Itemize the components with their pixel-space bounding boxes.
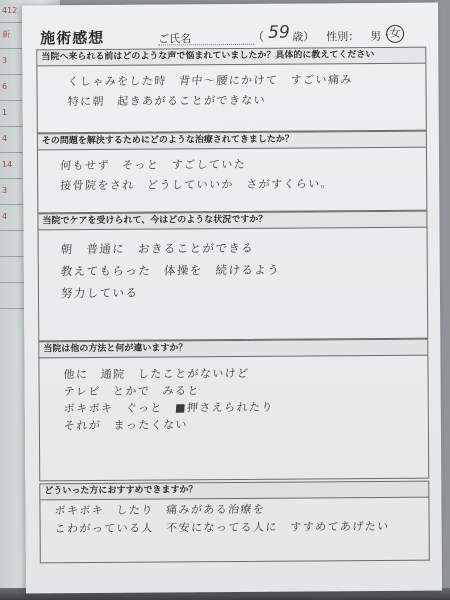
question-text: 当院でケアを受けられて、今はどのような状況ですか？ (38, 212, 426, 231)
question-text: その問題を解決するためにどのような治療されてきましたか？ (38, 132, 426, 151)
handwritten-answer-line: こわがっている人 不安になってる人に すすめてあげたい (54, 519, 390, 536)
question-section-4 (38, 339, 429, 482)
question-text: どういった方におすすめできますか？ (40, 482, 428, 501)
question-section-1 (36, 47, 427, 134)
background-sheet-text: 14 (2, 160, 13, 169)
sex-option-male: 男 (370, 29, 382, 44)
background-sheet-text: 1 (2, 108, 8, 117)
handwritten-answer-line: それが まったくない (63, 418, 189, 433)
age-unit: 歳） (292, 30, 315, 44)
question-section-5 (39, 481, 430, 564)
form-title: 施術感想 (40, 28, 105, 48)
age-value: 59 (268, 22, 290, 43)
handwritten-answer-line: 接骨院をされ どうしていいか さがすくらい。 (59, 177, 334, 193)
answer-area (39, 356, 428, 435)
question-section-2 (37, 131, 428, 214)
handwritten-answer-line: ボキボキ したり 痛みがある治療を (54, 502, 266, 518)
answer-area (37, 64, 425, 113)
background-sheet-text: 412 (2, 6, 18, 15)
question-text: 当院へ来られる前はどのような声で悩まれていましたか？具体的に教えてください (37, 48, 425, 67)
sex-separator: ・ (381, 28, 393, 42)
handwritten-answer-line: ボキボキ ぐっと ■押さえられたり (63, 400, 275, 416)
background-sheet-text: 4 (2, 212, 8, 221)
sex-label: 性別： (326, 30, 360, 44)
feedback-form-sheet (22, 3, 442, 594)
background-sheet-text: 4 (2, 134, 8, 143)
sex-option-female-circled: 女 (386, 25, 404, 43)
handwritten-answer-line: テレビ とかで みると (63, 384, 201, 399)
handwritten-answer-line: 教えてもらった 体操を 続けるよう (60, 262, 281, 279)
background-sheet-text: 新 (2, 30, 10, 39)
background-sheet-text: 3 (2, 186, 8, 195)
name-field-line (158, 44, 254, 46)
form-header (40, 22, 422, 50)
question-section-3 (37, 211, 428, 342)
handwritten-answer-line: 努力している (60, 285, 139, 301)
handwritten-answer-line: 何もせず そっと すごしていた (59, 157, 247, 173)
handwritten-answer-line: 特に朝 起きあがることができない (67, 93, 267, 109)
answer-area (39, 228, 428, 305)
answer-area (40, 498, 428, 539)
background-sheet-text: 3 (2, 56, 8, 65)
handwritten-answer-line: 他に 通院 したことがないけど (63, 366, 250, 382)
name-label: ご氏名 (158, 32, 192, 46)
handwritten-answer-line: 朝 普通に おきることができる (60, 240, 255, 257)
handwritten-answer-line: くしゃみをした時 背中〜腰にかけて すごい痛み (67, 73, 354, 89)
answer-area (38, 148, 426, 197)
question-text: 当院は他の方法と何が違いますか？ (39, 340, 427, 359)
background-sheet-text: 6 (2, 82, 8, 91)
age-open-paren: （ (252, 29, 265, 44)
